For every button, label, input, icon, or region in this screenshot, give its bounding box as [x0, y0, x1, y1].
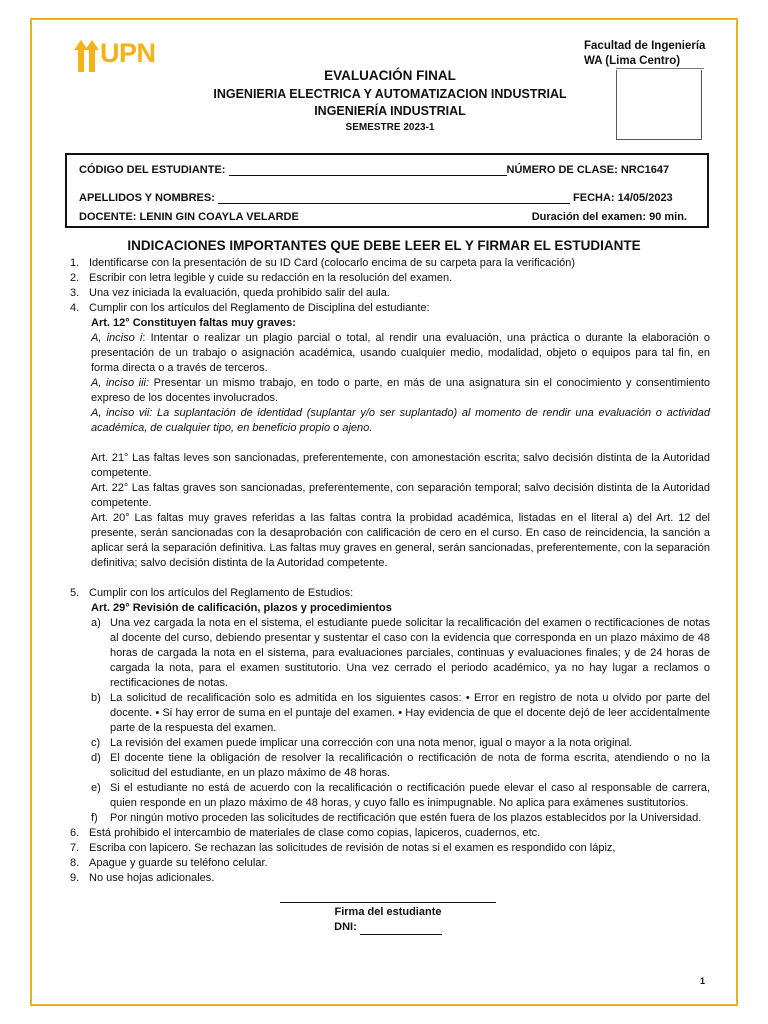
disciplinary-articles [70, 316, 710, 571]
exam-title: EVALUACIÓN FINAL [324, 68, 456, 83]
semester: SEMESTRE 2023-1 [345, 122, 435, 133]
student-code-label: CÓDIGO DEL ESTUDIANTE: [79, 164, 226, 176]
exam-date: FECHA: 14/05/2023 [573, 192, 673, 204]
list-item: c) La revisión del examen puede implicar una corrección con una nota menor, igual o mayor a la nota original. [91, 737, 633, 749]
art22: Art. 22° Las faltas graves son sancionadas, preferentemente, con separación temporal; salvo decisión distinta de la Autoridad competente. [91, 482, 710, 509]
teacher-row [79, 211, 699, 223]
logo-text: UPN [100, 38, 156, 68]
art29-title: Art. 29° Revisión de calificación, plazos y procedimientos [91, 602, 392, 614]
dni-field[interactable] [360, 923, 442, 935]
signature-line[interactable] [280, 902, 496, 903]
code-row [79, 163, 699, 176]
art12-inciso-i: A, inciso i: Intentar o realizar un plagio parcial o total, al rendir una evaluación, una práctica o durante la elaboración o presentación de un trabajo o asignación académica, usando cualquier medio, modalidad, objeto o equipos para tal fin, en forma directa o a través de terceros. [91, 332, 710, 374]
list-item: 9. No use hojas adicionales. [70, 872, 215, 884]
names-label: APELLIDOS Y NOMBRES: [79, 192, 215, 204]
exam-duration: Duración del examen: 90 min. [531, 211, 687, 223]
list-item: 7. Escriba con lapicero. Se rechazan las solicitudes de revisión de notas si el examen es respondido con lápiz, [70, 842, 616, 854]
art12-title: Art. 12° Constituyen faltas muy graves: [91, 317, 296, 329]
dni-label: DNI: [334, 921, 357, 933]
list-item: 8. Apague y guarde su teléfono celular. [70, 857, 268, 869]
list-item: a) Una vez cargada la nota en el sistema, el estudiante puede solicitar la recalificación del examen o rectificaciones de notas al docente del curso, debiendo presentar y sustentar el caso con la evidencia que corresponda en un plazo máximo de 48 horas de cargada la nota en el sistema, para evaluaciones parciales, continuas y evaluaciones finales; y de 24 horas de cargada la nota, para el examen sustitutorio. Una vez cerrado el periodo académico, ya no hay lugar a reclamos o rectificaciones de notas. [91, 617, 710, 689]
student-info-box [65, 153, 709, 228]
teacher-name: DOCENTE: LENIN GIN COAYLA VELARDE [79, 211, 299, 223]
list-item: 5. Cumplir con los artículos del Reglamento de Estudios: [70, 587, 354, 599]
names-row [79, 191, 699, 204]
campus-name: WA (Lima Centro) [584, 55, 681, 67]
signature-label: Firma del estudiante [334, 906, 442, 918]
instructions-title: INDICACIONES IMPORTANTES QUE DEBE LEER EL Y FIRMAR EL ESTUDIANTE [127, 238, 641, 253]
class-number: NÚMERO DE CLASE: NRC1647 [506, 164, 670, 176]
career-electrical: INGENIERIA ELECTRICA Y AUTOMATIZACION INDUSTRIAL [213, 87, 567, 101]
list-item: 3. Una vez iniciada la evaluación, queda prohibido salir del aula. [70, 287, 390, 299]
list-item: 2. Escribir con letra legible y cuide su redacción en la resolución del examen. [70, 272, 453, 284]
list-item: 4. Cumplir con los artículos del Reglamento de Disciplina del estudiante: [70, 302, 430, 314]
list-item: 1. Identificarse con la presentación de su ID Card (colocarlo encima de su carpeta para la verificación) [70, 257, 576, 269]
list-item: d) El docente tiene la obligación de resolver la recalificación o rectificación de nota de forma escrita, atendiendo o no la solicitud del estudiante, en un plazo máximo de 48 horas. [91, 752, 710, 779]
list-item: b) La solicitud de recalificación solo es admitida en los siguientes casos: • Error en registro de nota u olvido por parte del docente. • Si hay error de suma en el puntaje del examen. • Hay evidencia de que el docente dejó de leer accidentalmente parte de la respuesta del examen. [91, 692, 710, 734]
list-item: f) Por ningún motivo proceden las solicitudes de rectificación que estén fuera de los plazos establecidos por la Universidad. [91, 812, 702, 824]
career-industrial: INGENIERÍA INDUSTRIAL [314, 104, 466, 118]
student-code-field[interactable] [229, 163, 507, 176]
faculty-name: Facultad de Ingeniería [584, 40, 706, 52]
names-field[interactable] [218, 191, 570, 204]
art20: Art. 20° Las faltas muy graves referidas a las faltas contra la probidad académica, listadas en el literal a) del Art. 12 del presente, serán sancionadas con la desaprobación con calificación de cero en el curso. En caso de reincidencia, la sanción a aplicar será la separación definitiva. Las faltas muy graves en general, serán sancionadas, preferentemente, con la separación definitiva; salvo decisión distinta de la Autoridad competente. [91, 512, 710, 569]
dni-row [280, 920, 496, 935]
signature-block [280, 902, 496, 935]
list-item: e) Si el estudiante no está de acuerdo con la recalificación o rectificación puede elevar el caso al responsable de carrera, quien responde en un plazo máximo de 48 horas, y cuyo fallo es inimpugnable. No aplica para exámenes sustitutorios. [91, 782, 710, 809]
art12-inciso-vii: A, inciso vii: La suplantación de identidad (suplantar y/o ser suplantado) al momento de rendir una evaluación o actividad académica, de cualquier tipo, en beneficio propio o ajeno. [91, 407, 710, 434]
faculty-block [584, 39, 705, 69]
list-item: 6. Está prohibido el intercambio de materiales de clase como copias, lapiceros, cuadernos, etc. [70, 827, 541, 839]
art21: Art. 21° Las faltas leves son sancionadas, preferentemente, con amonestación escrita; salvo decisión distinta de la Autoridad competente. [91, 452, 710, 479]
art12-inciso-iii: A, inciso iii: Presentar un mismo trabajo, en todo o parte, en más de una asignatura sin el conocimiento y consentimiento expreso de los docentes involucrados. [91, 377, 710, 404]
page-number: 1 [700, 976, 706, 986]
instructions-body [70, 256, 710, 886]
